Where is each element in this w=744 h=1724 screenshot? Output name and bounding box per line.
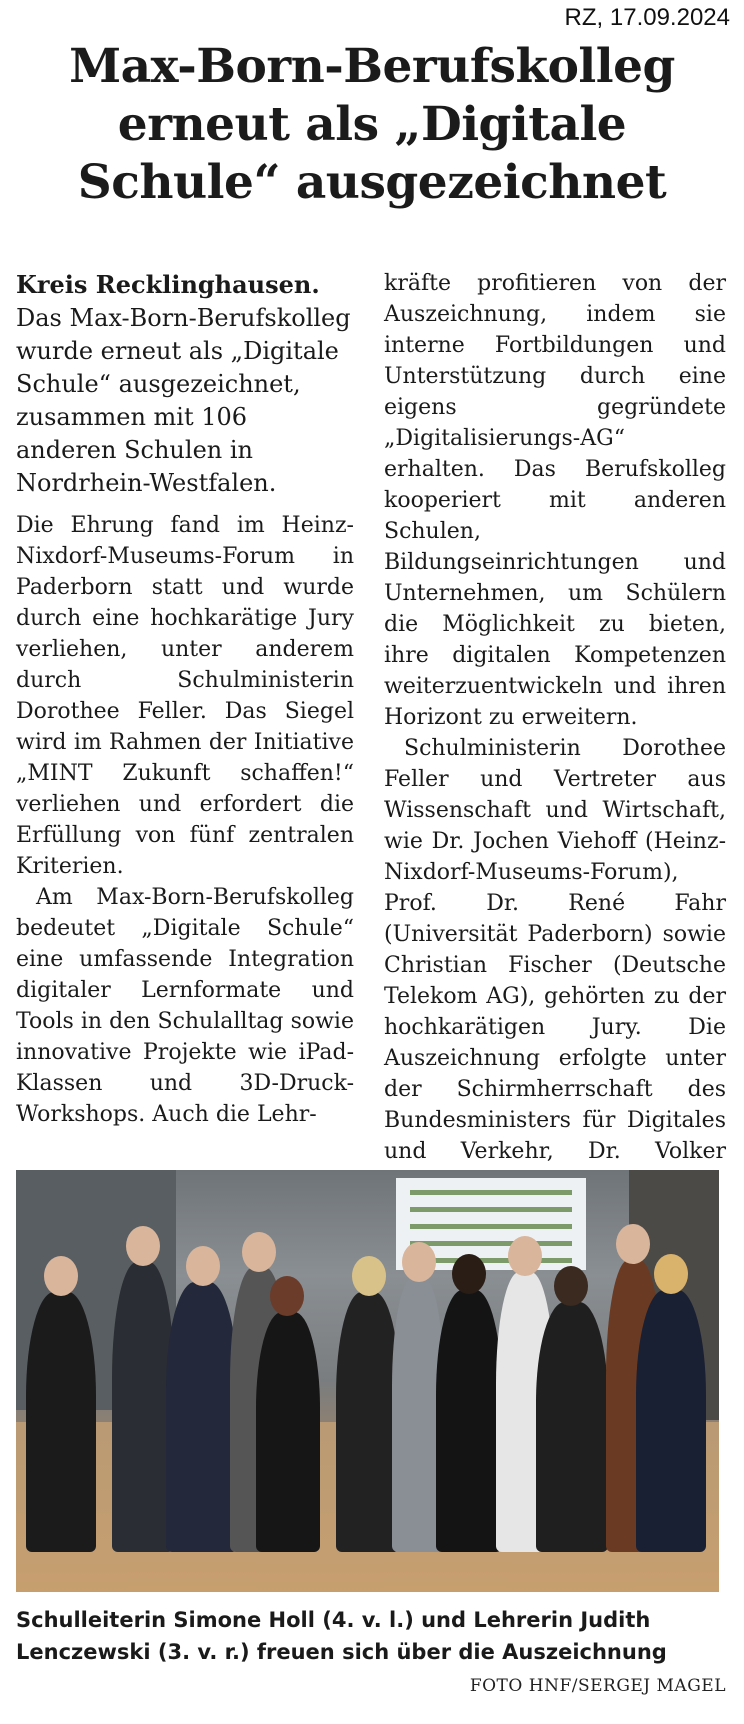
photo-head — [452, 1254, 486, 1294]
headline — [0, 38, 744, 212]
lead-paragraph — [16, 268, 354, 500]
photo-head — [44, 1256, 78, 1296]
headline-line-3: Schule“ ausgezeichnet — [77, 155, 667, 210]
paragraph-2-end: kräfte profitieren von der Auszeichnung, indem sie interne Fortbildungen und Unterstützung durch eine eigens gegründete „Digitalisierungs-AG“ erhalten. Das Berufskolleg kooperiert mit anderen Schulen, Bildungseinrichtungen und Unternehmen, um Schülern die Möglichkeit zu bieten, ihre digitalen Kompetenzen weiterzuentwickeln und ihren Horizont zu erweitern. — [384, 271, 726, 730]
photo-head — [402, 1242, 436, 1282]
photo-credit: FOTO HNF/SERGEJ MAGEL — [469, 1676, 726, 1696]
photo-person — [112, 1262, 174, 1552]
photo-person — [26, 1292, 96, 1552]
headline-line-2: erneut als „Digitale — [117, 97, 627, 152]
dateline-place: Kreis Recklinghausen. — [16, 270, 320, 299]
article-column-right — [384, 268, 726, 1198]
photo-head — [126, 1226, 160, 1266]
photo-head — [352, 1256, 386, 1296]
group-photo — [16, 1170, 719, 1592]
lead-text: Das Max-Born-Berufskolleg wurde erneut als „Digitale Schule“ ausgezeichnet, zusammen mit 106 anderen Schulen in Nordrhein-Westfalen. — [16, 304, 351, 497]
photo-head — [554, 1266, 588, 1306]
paragraph-1: Die Ehrung fand im Heinz-Nixdorf-Museums-Forum in Paderborn statt und wurde durch eine hochkarätige Jury verliehen, unter anderem durch Schulministerin Dorothee Feller. Das Siegel wird im Rahmen der Initiative „MINT Zukunft schaffen!“ verliehen und erfordert die Erfüllung von fünf zentralen Kriterien. — [16, 513, 354, 879]
paragraph-2-start: Am Max-Born-Berufskolleg bedeutet „Digitale Schule“ eine umfassende Integration digitaler Lernformate und Tools in den Schulalltag sowie innovative Projekte wie iPad-Klassen und 3D-Druck-Workshops. Auch die Lehr- — [16, 885, 354, 1127]
source-date: RZ, 17.09.2024 — [564, 4, 730, 31]
photo-head — [270, 1276, 304, 1316]
photo-person — [256, 1312, 320, 1552]
photo-person — [166, 1282, 238, 1552]
photo-person — [636, 1290, 706, 1552]
photo-person — [436, 1290, 502, 1552]
photo-caption: Schulleiterin Simone Holl (4. v. l.) und Lehrerin Judith Lenczewski (3. v. r.) freuen sich über die Auszeichnung — [16, 1608, 667, 1664]
headline-line-1: Max-Born-Berufskolleg — [69, 39, 675, 94]
photo-person — [336, 1292, 400, 1552]
photo-person — [536, 1302, 608, 1552]
photo-head — [186, 1246, 220, 1286]
photo-head — [242, 1232, 276, 1272]
photo-head — [654, 1254, 688, 1294]
paragraph-3: Schulministerin Dorothee Feller und Vertreter aus Wissenschaft und Wirtschaft, wie Dr. Jochen Viehoff (Heinz-Nixdorf-Museums-Forum), Prof. Dr. René Fahr (Universität Paderborn) sowie Christian Fischer (Deutsche Telekom AG), gehörten zu der hochkarätigen Jury. Die Auszeichnung erfolgte unter der Schirmherrschaft des Bundesministers für Digitales und Verkehr, Dr. Volker — [384, 736, 726, 1164]
photo-head — [508, 1236, 542, 1276]
article-column-left — [16, 268, 354, 1130]
photo-head — [616, 1224, 650, 1264]
